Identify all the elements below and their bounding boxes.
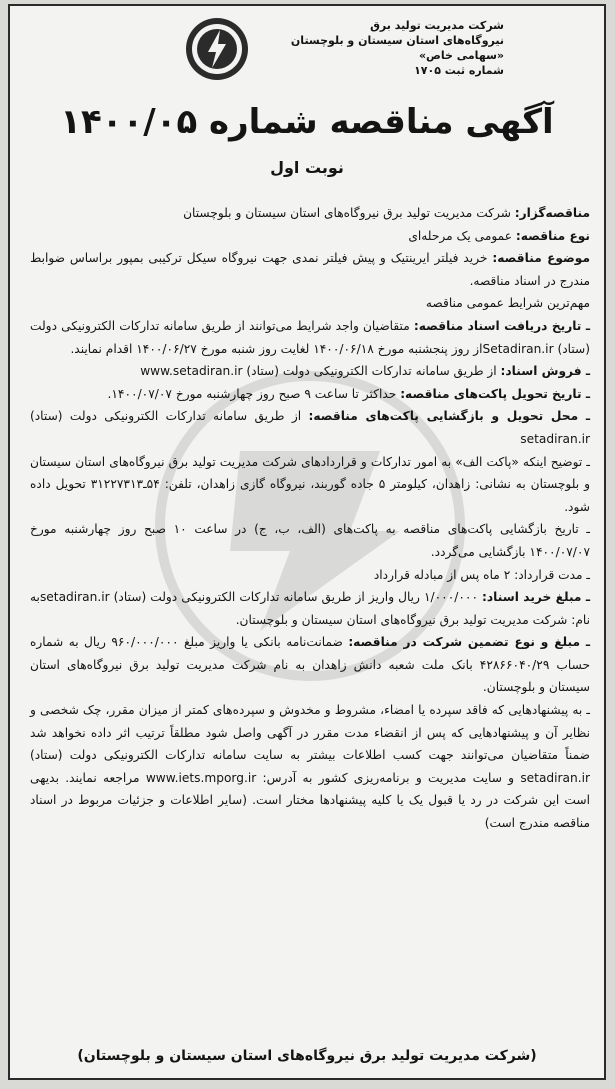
iets-link[interactable]: www.iets.mporg.ir bbox=[145, 770, 257, 785]
envelope-opening-date: ـ تاریخ بازگشایی پاکت‌های مناقصه به پاکت‌های (الف، ب، ج) در ساعت ۱۰ صبح روز چهارشنبه مورخ ۱۴۰۰/۰۷/۰۷ بازگشایی می‌گردد. bbox=[30, 522, 590, 559]
envelope-delivery-date bbox=[30, 383, 590, 406]
setadiran-link-2[interactable]: setadiran.ir bbox=[520, 431, 590, 446]
envelope-delivery-text: حداکثر تا ساعت ۹ صبح روز چهارشنبه مورخ ۱۴۰۰/۰۷/۰۷. bbox=[107, 386, 397, 401]
company-line-3: «سهامی خاص» bbox=[418, 49, 504, 62]
envelope-opening-place-label: ـ محل تحویل و بازگشایی پاکت‌های مناقصه: bbox=[308, 409, 591, 424]
document-sales-text: از طریق سامانه تدارکات الکترونیکی دولت (ستاد) bbox=[246, 364, 497, 379]
company-line-1: شرکت مدیریت تولید برق bbox=[370, 19, 504, 32]
bid-guarantee-label: ـ مبلغ و نوع تضمین شرکت در مناقصه: bbox=[348, 635, 591, 650]
tender-notice-page bbox=[8, 4, 606, 1080]
general-terms-text-a: ـ به پیشنهادهایی که فاقد سپرده یا امضاء، مشروط و مخدوش و سپرده‌های کمتر از میزان مقرر، چک شخصی و نظایر آن و پیشنهادهایی که پس از انقضاء مدت مقرر در آگهی واصل شود مطلقاً ترتیب اثر داده نخواهد شد ضمناً متقاضیان می‌توانند جهت کسب اطلاعات بیشتر به سایت سامانه تدارکات الکترونیکی دولت (ستاد) bbox=[30, 703, 590, 763]
notice-body bbox=[30, 202, 590, 835]
document-sales-label: ـ فروش اسناد: bbox=[500, 364, 590, 379]
bid-guarantee-text: ضمانت‌نامه بانکی یا واریز مبلغ ۹۶۰/۰۰۰/۰۰۰ ریال به شماره حساب ۴۲۸۶۶۰۴۰/۲۹ بانک ملت شعبه دانش زاهدان به نام شرکت مدیریت تولید برق نیروگاه‌های استان سیستان و بلوچستان. bbox=[30, 635, 591, 695]
registration-number: شماره ثبت ۱۷۰۵ bbox=[414, 64, 504, 77]
company-logo-icon bbox=[184, 16, 250, 82]
document-receipt-text-b: از روز پنجشنبه مورخ ۱۴۰۰/۰۶/۱۸ لغایت روز شنبه مورخ ۱۴۰۰/۰۶/۲۷ اقدام نمایند. bbox=[70, 341, 483, 356]
company-line-2: نیروگاه‌های استان سیستان و بلوچستان bbox=[290, 34, 504, 47]
document-price-text-b: به نام: شرکت مدیریت تولید برق نیروگاه‌های استان سیستان و بلوچستان. bbox=[30, 590, 590, 627]
setadiran-link-3[interactable]: setadiran.ir bbox=[39, 590, 110, 605]
general-conditions-heading: مهم‌ترین شرایط عمومی مناقصه bbox=[425, 296, 590, 311]
setadiran-link-4[interactable]: setadiran.ir bbox=[520, 770, 591, 785]
contract-duration: ـ مدت قرارداد: ۲ ماه پس از مبادله قرارداد bbox=[373, 567, 590, 582]
document-receipt-text-a: متقاضیان واجد شرایط می‌توانند از طریق سامانه تدارکات الکترونیکی دولت (ستاد) bbox=[30, 318, 590, 356]
tender-type bbox=[30, 225, 590, 248]
document-price-label: ـ مبلغ خرید اسناد: bbox=[482, 590, 591, 605]
header bbox=[24, 12, 544, 94]
general-terms-text-c: مراجعه نمایند. بدیهی است این شرکت در رد یا قبول یک یا کلیه پیشنهادها مختار است. (سایر اطلاعات و جزئیات مربوط در اسناد مناقصه مندرج است) bbox=[30, 770, 590, 831]
envelope-a-note: ـ توضیح اینکه «پاکت الف» به امور تدارکات و قراردادهای شرکت مدیریت تولید برق نیروگاه‌های استان سیستان و بلوچستان به نشانی: زاهدان، کیلومتر ۵ جاده گوربند، نیروگاه گازی زاهدان، تلفن: ۵۴ـ۳۱۲۲۷۳۱۳ تحویل داده شود. bbox=[30, 454, 590, 514]
tender-subject-label: موضوع مناقصه: bbox=[492, 251, 590, 266]
general-terms-text-b: و سایت مدیریت و برنامه‌ریزی کشور به آدرس: bbox=[262, 770, 515, 785]
document-receipt-label: ـ تاریخ دریافت اسناد مناقصه: bbox=[413, 318, 590, 333]
tender-organizer-value: شرکت مدیریت تولید برق نیروگاه‌های استان سیستان و بلوچستان bbox=[183, 206, 511, 220]
document-price bbox=[30, 586, 590, 631]
company-info bbox=[284, 18, 504, 78]
notice-title: آگهی مناقصه شماره ۱۴۰۰/۰۵ bbox=[60, 102, 554, 142]
document-sales bbox=[30, 360, 590, 383]
envelope-opening-place-text: از طریق سامانه تدارکات الکترونیکی دولت (ستاد) bbox=[30, 409, 302, 424]
tender-organizer bbox=[30, 202, 590, 225]
notice-footer: (شرکت مدیریت تولید برق نیروگاه‌های استان سیستان و بلوچستان) bbox=[77, 1048, 537, 1064]
document-price-text-a: ۱/۰۰۰/۰۰۰ ریال واریز از طریق سامانه تدارکات الکترونیکی دولت (ستاد) bbox=[113, 590, 479, 605]
envelope-delivery-label: ـ تاریخ تحویل پاکت‌های مناقصه: bbox=[400, 386, 590, 401]
setadiran-link[interactable]: Setadiran.ir bbox=[482, 341, 554, 356]
tender-type-value: عمومی یک مرحله‌ای bbox=[408, 228, 512, 243]
notice-round: نوبت اول bbox=[270, 158, 344, 177]
envelope-opening-place bbox=[30, 405, 590, 450]
setadiran-www-link[interactable]: www.setadiran.ir bbox=[140, 364, 243, 379]
tender-subject-value: خرید فیلتر ایرینتیک و پیش فیلتر نمدی جهت نیروگاه سیکل ترکیبی بمپور براساس ضوابط مندرج در اسناد مناقصه. bbox=[30, 251, 590, 288]
document-receipt-date bbox=[30, 315, 590, 360]
general-terms bbox=[30, 699, 590, 835]
bid-guarantee bbox=[30, 631, 590, 699]
tender-organizer-label: مناقصه‌گزار: bbox=[514, 206, 590, 220]
tender-type-label: نوع مناقصه: bbox=[515, 228, 590, 243]
tender-subject bbox=[30, 247, 590, 292]
